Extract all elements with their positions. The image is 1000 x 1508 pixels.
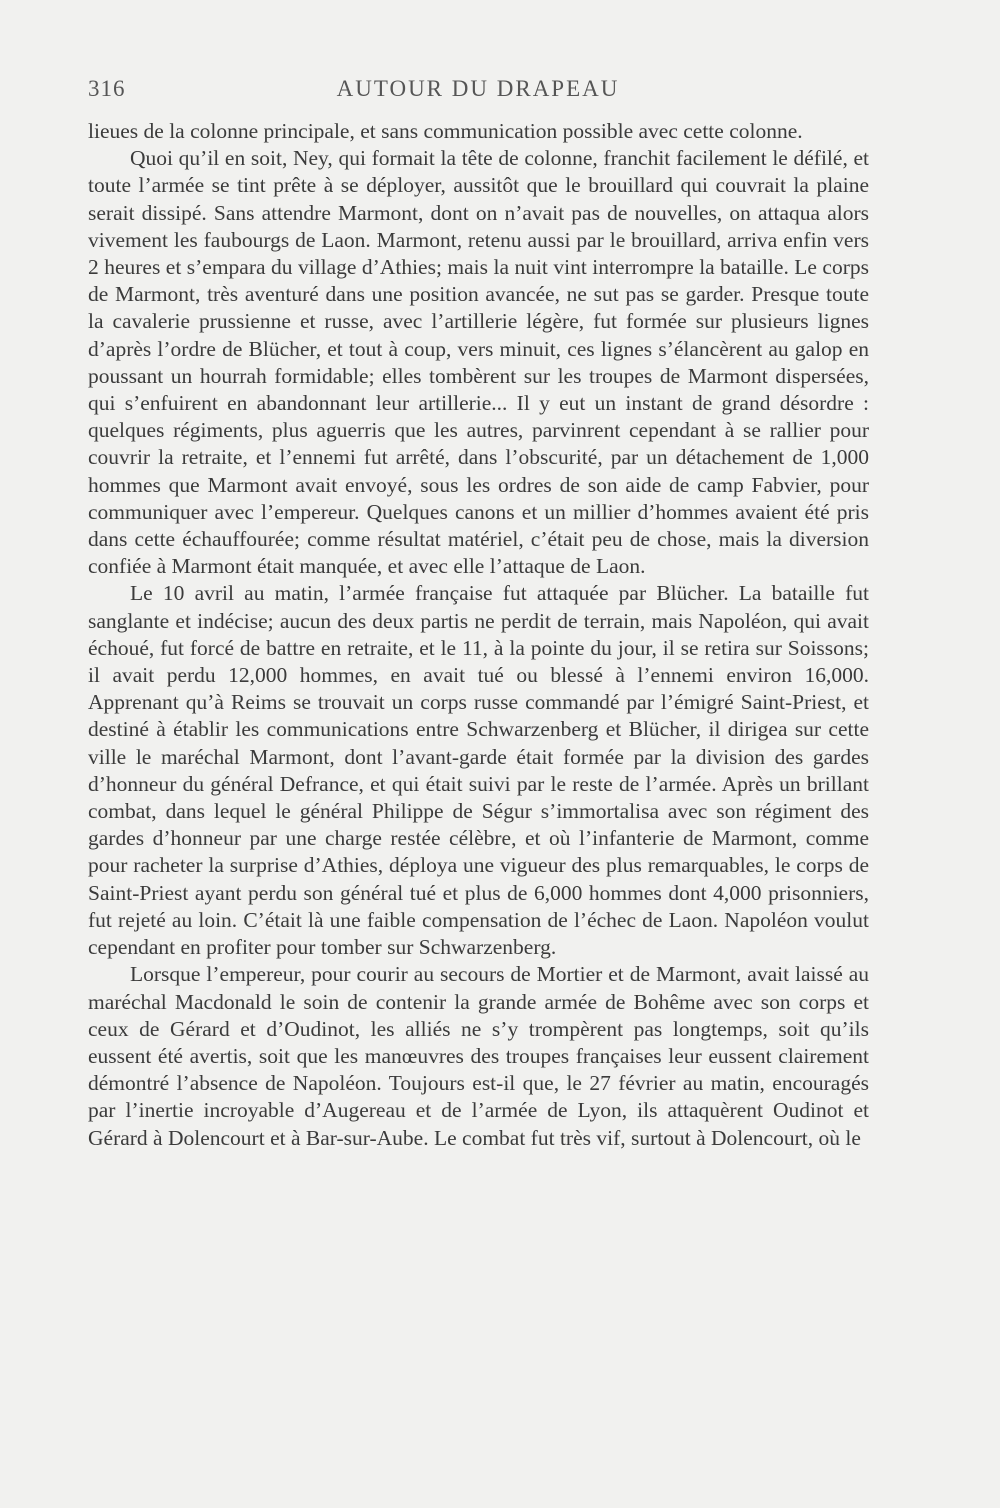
page-number: 316 <box>88 76 126 101</box>
paragraph: Lorsque l’empereur, pour courir au secours de Mortier et de Marmont, avait laissé au maréchal Macdonald le soin de contenir la grande armée de Bohême avec son corps et ceux de Gérard et d’Oudinot, les alliés ne s’y trompèrent pas longtemps, soit qu’ils eussent été avertis, soit que les manœuvres des troupes françaises leur eussent clairement démontré l’absence de Napoléon. Toujours est-il que, le 27 février au matin, encouragés par l’inertie incroyable d’Augereau et de l’armée de Lyon, ils attaquèrent Oudinot et Gérard à Dolencourt et à Bar-sur-Aube. Le combat fut très vif, surtout à Dolencourt, où le <box>88 962 869 1150</box>
body-text <box>88 118 869 1152</box>
paragraph: Le 10 avril au matin, l’armée française fut attaquée par Blücher. La bataille fut sanglante et indécise; aucun des deux partis ne perdit de terrain, mais Napoléon, qui avait échoué, fut forcé de battre en retraite, et le 11, à la pointe du jour, il se retira sur Soissons; il avait perdu 12,000 hommes, en avait tué ou blessé à l’ennemi environ 16,000. Apprenant qu’à Reims se trouvait un corps russe commandé par l’émigré Saint-Priest, et destiné à établir les communications entre Schwarzenberg et Blücher, il dirigea sur cette ville le maréchal Marmont, dont l’avant-garde était formée par la division des gardes d’honneur du général Defrance, et qui était suivi par le reste de l’armée. Après un brillant combat, dans lequel le général Philippe de Ségur s’immortalisa avec son régiment des gardes d’honneur par une charge restée célèbre, et où l’infanterie de Marmont, comme pour racheter la surprise d’Athies, déploya une vigueur des plus remarquables, le corps de Saint-Priest ayant perdu son général tué et plus de 6,000 hommes dont 4,000 prisonniers, fut rejeté au loin. C’était là une faible compensation de l’échec de Laon. Napoléon voulut cependant en profiter pour tomber sur Schwarzenberg. <box>88 581 869 960</box>
running-title: AUTOUR DU DRAPEAU <box>336 76 620 101</box>
paragraph: Quoi qu’il en soit, Ney, qui formait la tête de colonne, franchit facilement le défilé, et toute l’armée se tint prête à se déployer, aussitôt que le brouillard qui couvrait la plaine serait dissipé. Sans attendre Marmont, dont on n’avait pas de nouvelles, on attaqua alors vivement les faubourgs de Laon. Marmont, retenu aussi par le brouillard, arriva enfin vers 2 heures et s’empara du village d’Athies; mais la nuit vint interrompre la bataille. Le corps de Marmont, très aventuré dans une position avancée, ne sut pas se garder. Presque toute la cavalerie prussienne et russe, avec l’artillerie légère, fut formée sur plusieurs lignes d’après l’ordre de Blücher, et tout à coup, vers minuit, ces lignes s’élancèrent au galop en poussant un hourrah formidable; elles tombèrent sur les troupes de Marmont dispersées, qui s’enfuirent en abandonnant leur artillerie... Il y eut un instant de grand désordre : quelques régiments, plus aguerris que les autres, parvinrent cependant à se rallier pour couvrir la retraite, et l’ennemi fut arrêté, dans l’obscurité, par un détachement de 1,000 hommes que Marmont avait envoyé, sous les ordres de son aide de camp Fabvier, pour communiquer avec l’empereur. Quelques canons et un millier d’hommes avaient été pris dans cette échauffourée; comme résultat matériel, c’était peu de chose, mais la diversion confiée à Marmont était manquée, et avec elle l’attaque de Laon. <box>88 146 869 579</box>
paragraph-continued: lieues de la colonne principale, et sans communication possible avec cette colonne. <box>88 119 803 143</box>
page-header <box>88 72 868 108</box>
